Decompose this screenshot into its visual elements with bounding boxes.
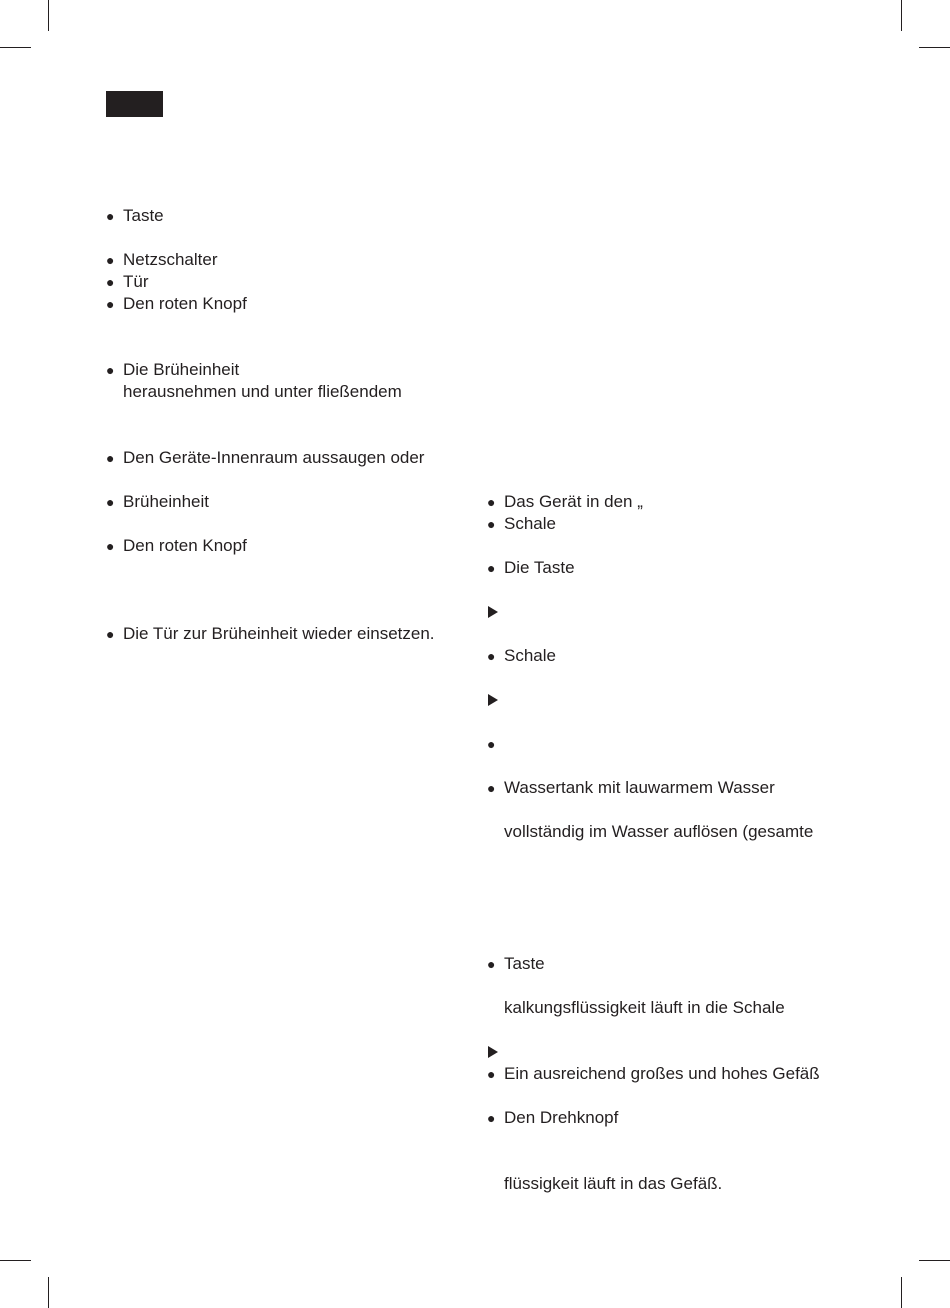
crop-mark-top-left-vertical bbox=[48, 0, 49, 31]
bullet-icon: ● bbox=[106, 626, 115, 642]
left-column-line: Den roten Knopf bbox=[123, 294, 247, 313]
right-column-line: kalkungsflüssigkeit läuft in die Schale bbox=[504, 998, 785, 1017]
bullet-icon: ● bbox=[106, 362, 115, 378]
crop-mark-bottom-left-horizontal bbox=[0, 1260, 31, 1261]
right-column-line: Wassertank mit lauwarmem Wasser bbox=[504, 778, 775, 797]
bullet-icon: ● bbox=[487, 494, 496, 510]
bullet-icon: ● bbox=[487, 1066, 496, 1082]
right-column-line: Die Taste bbox=[504, 558, 575, 577]
right-column-line: Den Drehknopf bbox=[504, 1108, 619, 1127]
left-column-line: Tür bbox=[123, 272, 149, 291]
right-column-line: Taste bbox=[504, 954, 545, 973]
crop-mark-top-left-horizontal bbox=[0, 47, 31, 48]
right-column-line: vollständig im Wasser auflösen (gesamte bbox=[504, 822, 814, 841]
crop-mark-bottom-right-vertical bbox=[901, 1277, 902, 1308]
right-column-line: Schale bbox=[504, 514, 556, 533]
bullet-icon: ● bbox=[487, 736, 496, 752]
bullet-icon: ● bbox=[487, 956, 496, 972]
right-column-line: Das Gerät in den „ bbox=[504, 492, 643, 511]
language-tab-box bbox=[106, 91, 163, 117]
left-column-line: Den roten Knopf bbox=[123, 536, 247, 555]
bullet-icon: ● bbox=[487, 560, 496, 576]
bullet-icon: ● bbox=[106, 296, 115, 312]
left-column-line: Die Brüheinheit bbox=[123, 360, 240, 379]
bullet-icon: ● bbox=[106, 494, 115, 510]
left-column-line: Netzschalter bbox=[123, 250, 218, 269]
arrow-right-icon bbox=[488, 1046, 498, 1058]
bullet-icon: ● bbox=[487, 648, 496, 664]
bullet-icon: ● bbox=[106, 252, 115, 268]
arrow-right-icon bbox=[488, 606, 498, 618]
bullet-icon: ● bbox=[106, 538, 115, 554]
bullet-icon: ● bbox=[106, 208, 115, 224]
bullet-icon: ● bbox=[487, 1110, 496, 1126]
left-column-line: herausnehmen und unter fließendem bbox=[123, 382, 402, 401]
arrow-right-icon bbox=[488, 694, 498, 706]
left-column-line: Den Geräte-Innenraum aussaugen oder bbox=[123, 448, 425, 467]
bullet-icon: ● bbox=[487, 780, 496, 796]
left-column-line: Brüheinheit bbox=[123, 492, 210, 511]
bullet-icon: ● bbox=[487, 516, 496, 532]
crop-mark-top-right-horizontal bbox=[919, 47, 950, 48]
left-column-line: Die Tür zur Brüheinheit wieder einsetzen. bbox=[123, 624, 435, 643]
bullet-icon: ● bbox=[106, 274, 115, 290]
crop-mark-bottom-left-vertical bbox=[48, 1277, 49, 1308]
crop-mark-bottom-right-horizontal bbox=[919, 1260, 950, 1261]
right-column-line: Schale bbox=[504, 646, 556, 665]
right-column-line: Ein ausreichend großes und hohes Gefäß bbox=[504, 1064, 820, 1083]
bullet-icon: ● bbox=[106, 450, 115, 466]
crop-mark-top-right-vertical bbox=[901, 0, 902, 31]
right-column-line: flüssigkeit läuft in das Gefäß. bbox=[504, 1174, 723, 1193]
left-column-line: Taste bbox=[123, 206, 164, 225]
